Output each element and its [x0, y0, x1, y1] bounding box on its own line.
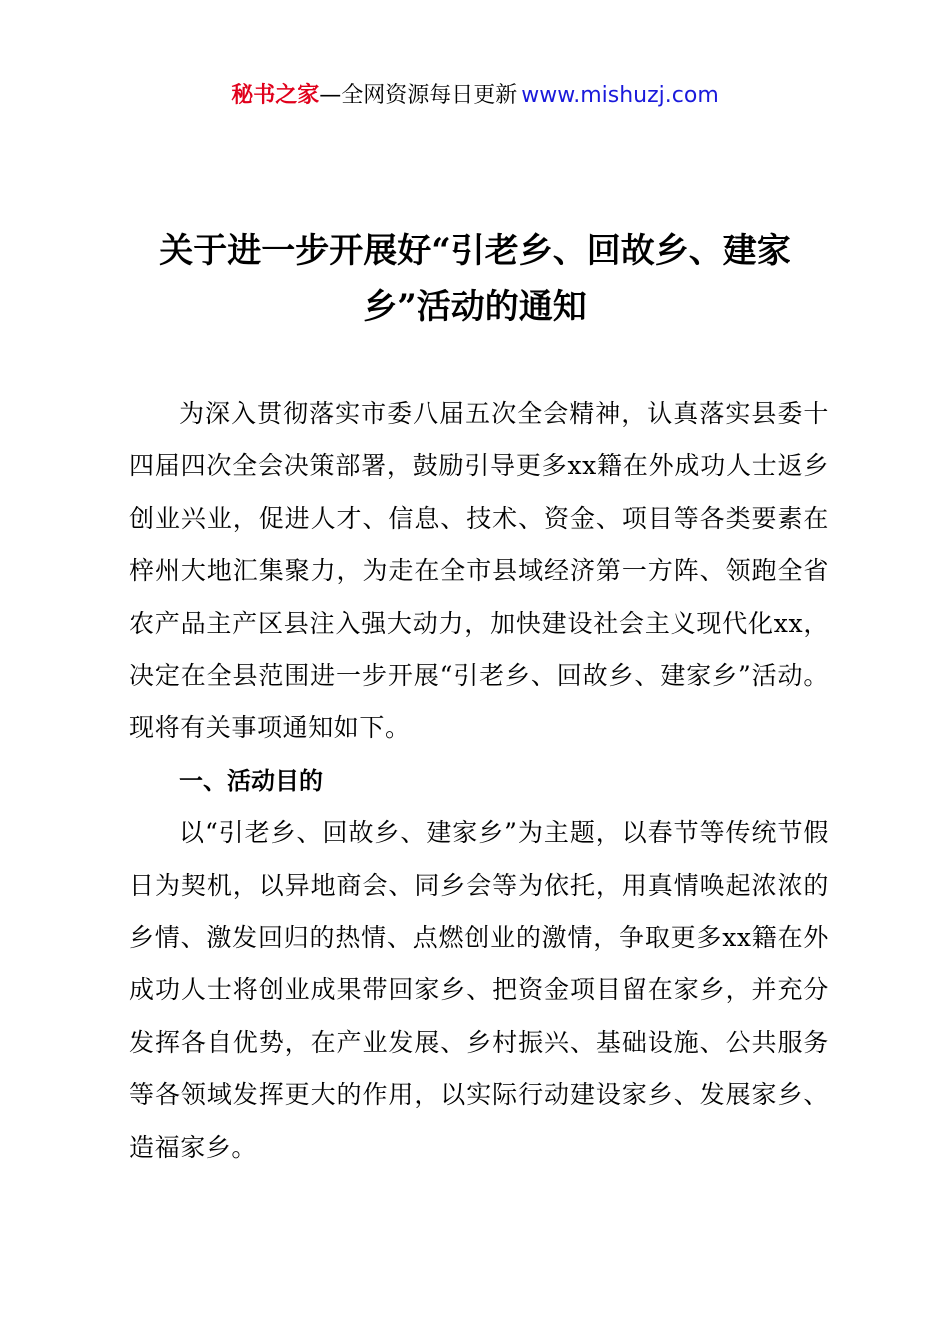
header-slogan: —全网资源每日更新: [319, 83, 518, 108]
document-title: [120, 223, 830, 335]
intro-paragraph: 为深入贯彻落实市委八届五次全会精神，认真落实县委十四届四次全会决策部署，鼓励引导更多xx籍在外成功人士返乡创业兴业，促进人才、信息、技术、资金、项目等各类要素在梓州大地汇集聚力，为走在全市县域经济第一方阵、领跑全省农产品主产区县注入强大动力，加快建设社会主义现代化xx，决定在全县范围进一步开展“引老乡、回故乡、建家乡”活动。现将有关事项通知如下。: [129, 399, 829, 743]
site-header: [0, 80, 950, 112]
brand-name: 秘书之家: [231, 83, 320, 108]
section-purpose-paragraph: 以“引老乡、回故乡、建家乡”为主题，以春节等传统节假日为契机，以异地商会、同乡会等为依托，用真情唤起浓浓的乡情、激发回归的热情、点燃创业的激情，争取更多xx籍在外成功人士将创业成果带回家乡、把资金项目留在家乡，并充分发挥各自优势，在产业发展、乡村振兴、基础设施、公共服务等各领域发挥更大的作用，以实际行动建设家乡、发展家乡、造福家乡。: [129, 818, 829, 1162]
section-heading-purpose: 一、活动目的: [179, 766, 323, 795]
site-url-link[interactable]: www.mishuzj.com: [521, 83, 719, 108]
document-body: [129, 388, 829, 1174]
title-line-1: 关于进一步开展好“引老乡、回故乡、建家: [159, 231, 791, 271]
title-line-2: 乡”活动的通知: [363, 287, 587, 327]
